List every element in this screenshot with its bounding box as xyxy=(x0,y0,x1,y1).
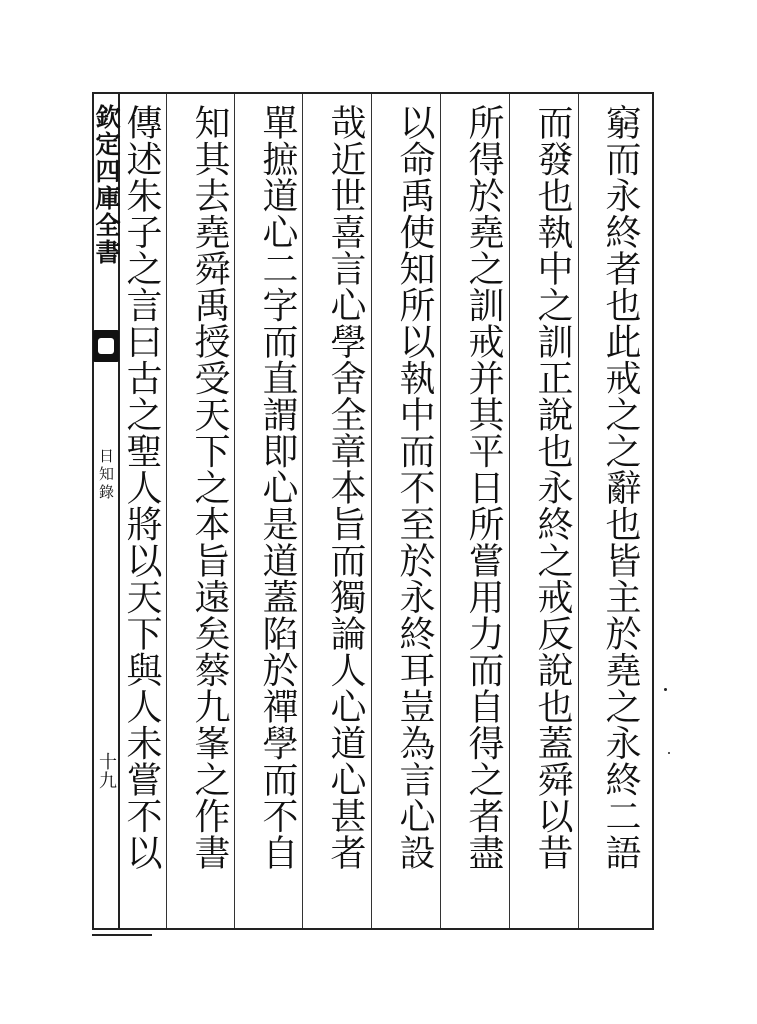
margin-page-number: 十九 xyxy=(96,752,117,790)
column-rule xyxy=(371,94,372,928)
column-rule xyxy=(440,94,441,928)
column-rule xyxy=(578,94,579,928)
column-rule xyxy=(166,94,167,928)
scan-speck xyxy=(664,688,667,691)
column-rule xyxy=(509,94,510,928)
column-rule xyxy=(302,94,303,928)
text-column-8: 傳述朱子之言曰古之聖人將以天下與人未嘗不以 xyxy=(121,104,162,871)
margin-book-title: 日知錄 xyxy=(97,448,115,502)
text-column-4: 以命禹使知所以執中而不至於永終耳豈為言心設 xyxy=(394,104,435,871)
scan-speck xyxy=(668,752,670,754)
text-column-7: 知其去堯舜禹授受天下之本旨遠矣蔡九峯之作書 xyxy=(189,104,230,871)
fish-tail-mark xyxy=(93,330,119,362)
text-column-5: 哉近世喜言心學舍全章本旨而獨論人心道心甚者 xyxy=(325,104,366,871)
column-rule xyxy=(234,94,235,928)
scan-line xyxy=(92,934,152,936)
text-column-1: 窮而永終者也此戒之之辭也皆主於堯之永終二語 xyxy=(600,104,641,871)
margin-collection-title: 欽定四庫全書 xyxy=(92,104,121,266)
text-column-3: 所得於堯之訓戒并其平日所嘗用力而自得之者盡 xyxy=(463,104,504,871)
text-column-6: 單摭道心二字而直謂即心是道蓋陷於禪學而不自 xyxy=(257,104,298,871)
text-column-2: 而發也執中之訓正說也永終之戒反說也蓋舜以昔 xyxy=(532,104,573,871)
